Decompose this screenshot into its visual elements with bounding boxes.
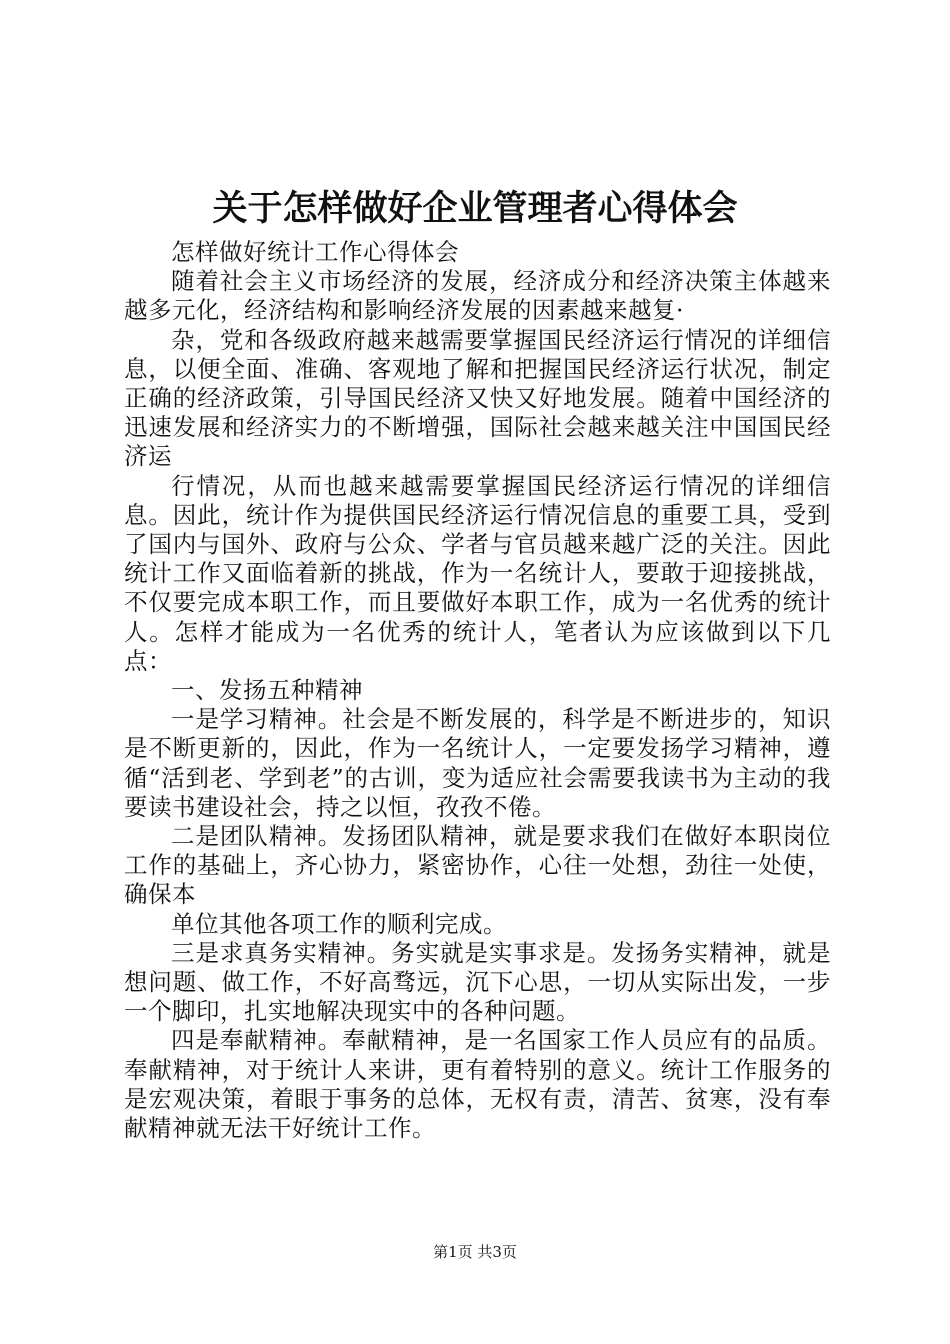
- paragraph-statistics-role: 行情况，从而也越来越需要掌握国民经济运行情况的详细信息。因此，统计作为提供国民经济运行情况信息的重要工具，受到了国内与国外、政府与公众、学者与官员越来越广泛的关注。因此统计工作又面临着新的挑战，作为一名统计人，要敢于迎接挑战，不仅要完成本职工作，而且要做好本职工作，成为一名优秀的统计人。怎样才能成为一名优秀的统计人，笔者认为应该做到以下几点：: [124, 471, 831, 675]
- document-title: 关于怎样做好企业管理者心得体会: [212, 189, 738, 229]
- page-number: 第1页 共3页: [433, 1243, 517, 1261]
- document-body: [124, 238, 831, 1143]
- paragraph-pragmatic-spirit: 三是求真务实精神。务实就是实事求是。发扬务实精神，就是想问题、做工作，不好高骛远，沉下心思，一切从实际出发，一步一个脚印，扎实地解决现实中的各种问题。: [124, 938, 831, 1026]
- paragraph-subtitle: 怎样做好统计工作心得体会: [171, 238, 459, 266]
- paragraph-intro: 随着社会主义市场经济的发展，经济成分和经济决策主体越来越多元化，经济结构和影响经济发展的因素越来越复·: [124, 267, 831, 325]
- paragraph-intro-continued: 杂，党和各级政府越来越需要掌握国民经济运行情况的详细信息，以便全面、准确、客观地了解和把握国民经济运行状况，制定正确的经济政策，引导国民经济又快又好地发展。随着中国经济的迅速发展和经济实力的不断增强，国际社会越来越关注中国国民经济运: [124, 325, 831, 471]
- paragraph-learning-spirit: 一是学习精神。社会是不断发展的，科学是不断进步的，知识是不断更新的，因此，作为一名统计人，一定要发扬学习精神，遵循“活到老、学到老”的古训，变为适应社会需要我读书为主动的我要读书建设社会，持之以恒，孜孜不倦。: [124, 705, 831, 821]
- paragraph-dedication-spirit: 四是奉献精神。奉献精神，是一名国家工作人员应有的品质。奉献精神，对于统计人来讲，更有着特别的意义。统计工作服务的是宏观决策，着眼于事务的总体，无权有责，清苦、贫寒，没有奉献精神就无法干好统计工作。: [124, 1026, 831, 1143]
- section-heading: 一、发扬五种精神: [171, 676, 363, 705]
- paragraph-team-spirit-continued: 单位其他各项工作的顺利完成。: [171, 909, 507, 938]
- paragraph-team-spirit: 二是团队精神。发扬团队精神，就是要求我们在做好本职岗位工作的基础上，齐心协力，紧密协作，心往一处想，劲往一处使，确保本: [124, 822, 831, 909]
